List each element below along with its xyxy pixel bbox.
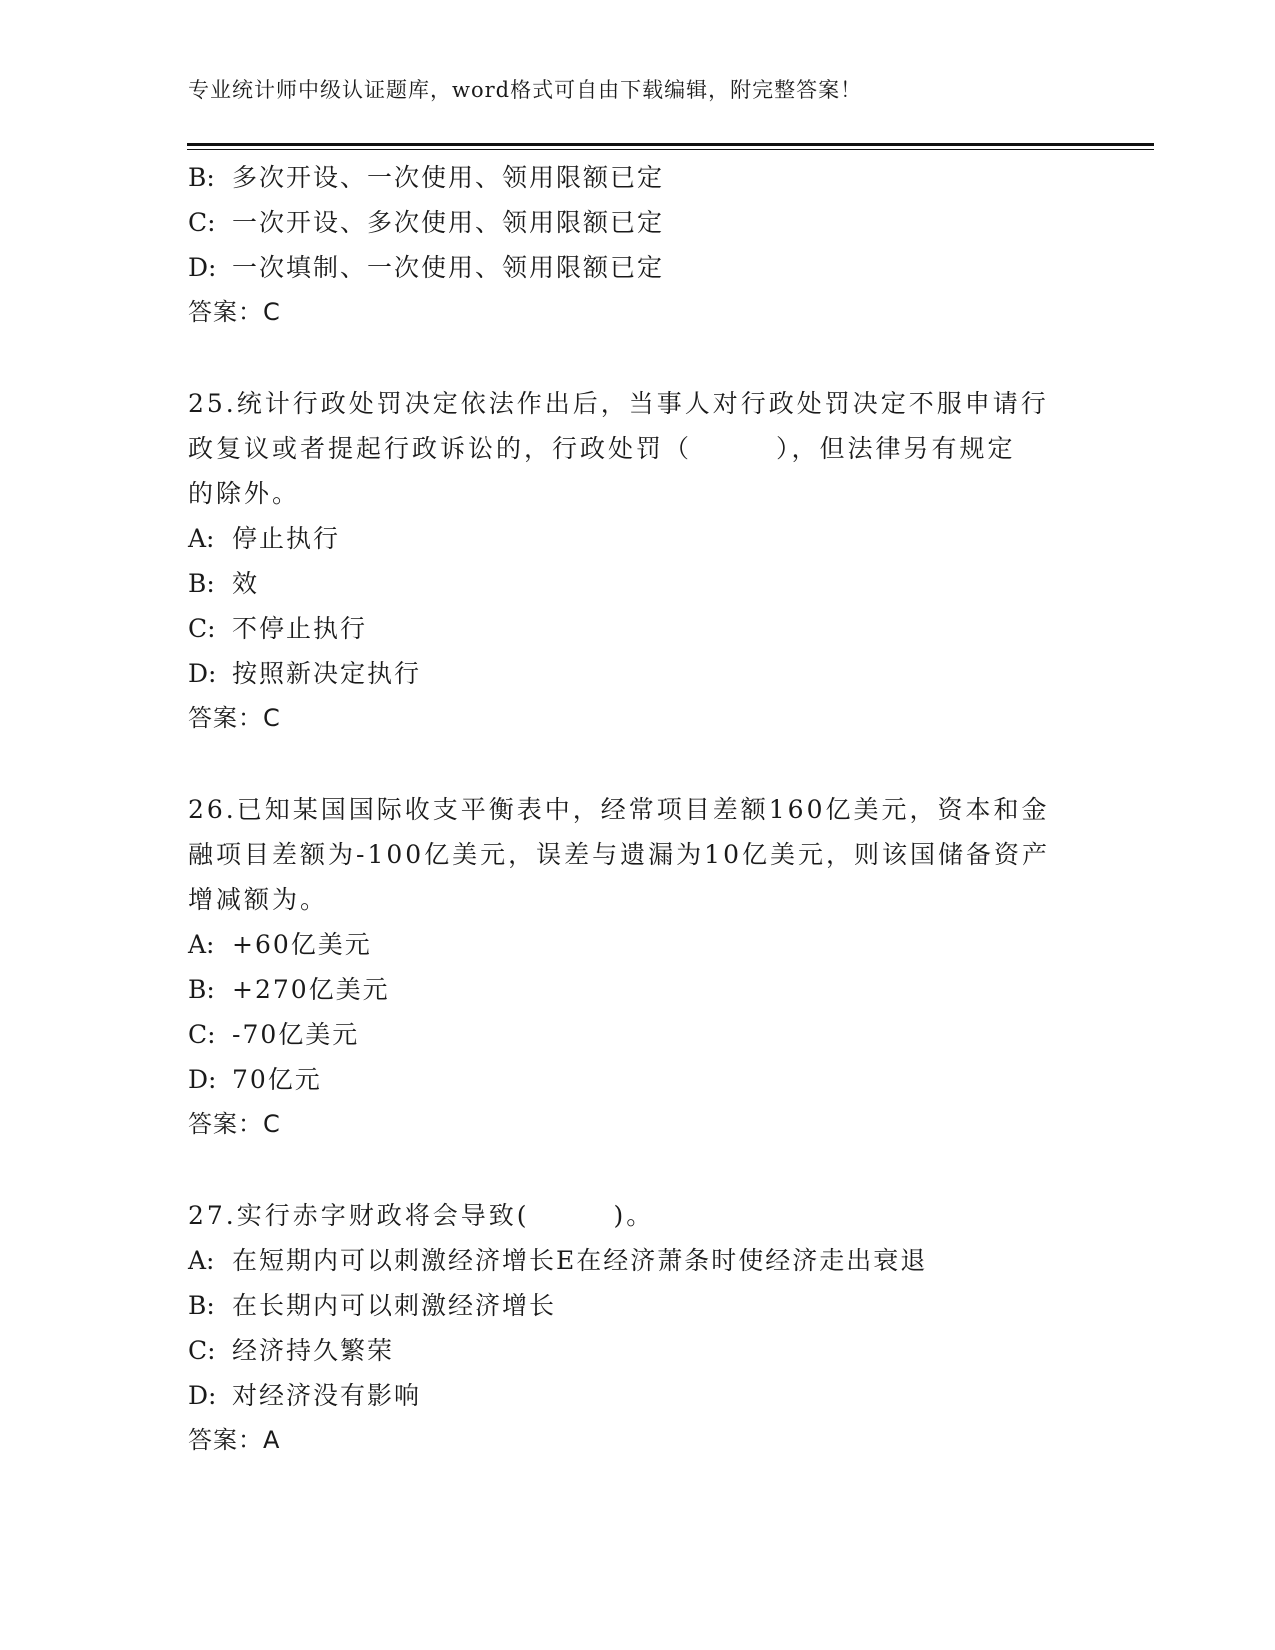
option-text: +60亿美元 — [232, 930, 372, 959]
option-text: 按照新决定执行 — [232, 659, 422, 688]
option-letter: A: — [188, 930, 215, 959]
stem-line: 政复议或者提起行政诉讼的，行政处罚（ ），但法律另有规定 — [188, 434, 1016, 463]
stem-line: 的除外。 — [188, 479, 301, 508]
stem-line: 27.实行赤字财政将会导致( )。 — [188, 1201, 655, 1230]
header-rule-thick — [187, 143, 1154, 146]
option-a — [188, 516, 1098, 561]
question-27 — [188, 1193, 1098, 1463]
option-b — [188, 561, 1098, 606]
spacer — [188, 741, 1098, 787]
option-letter: C: — [188, 208, 216, 237]
option-text: 在长期内可以刺激经济增长 — [232, 1291, 557, 1320]
option-text: 一次填制、一次使用、领用限额已定 — [232, 253, 665, 282]
answer: 答案：C — [188, 298, 281, 326]
question-stem — [188, 787, 1098, 922]
page-header: 专业统计师中级认证题库，word格式可自由下载编辑，附完整答案！ — [188, 78, 863, 102]
option-letter: B: — [188, 975, 215, 1004]
option-d — [188, 245, 1098, 290]
answer: 答案：C — [188, 704, 281, 732]
option-text: 效 — [232, 569, 260, 598]
option-text: 经济持久繁荣 — [232, 1336, 395, 1365]
option-letter: B: — [188, 163, 215, 192]
option-c — [188, 606, 1098, 651]
stem-line: 增减额为。 — [188, 885, 329, 914]
option-b — [188, 155, 1098, 200]
option-letter: C: — [188, 1336, 216, 1365]
option-text: 停止执行 — [232, 524, 341, 553]
partial-question — [188, 155, 1098, 335]
spacer — [188, 335, 1098, 381]
option-letter: C: — [188, 614, 216, 643]
stem-line: 26.已知某国国际收支平衡表中，经常项目差额160亿美元，资本和金 — [188, 795, 1050, 824]
option-letter: D: — [188, 1065, 217, 1094]
question-stem — [188, 381, 1098, 516]
option-c — [188, 200, 1098, 245]
answer: 答案：C — [188, 1110, 281, 1138]
question-26 — [188, 787, 1098, 1147]
option-a — [188, 922, 1098, 967]
option-a — [188, 1238, 1098, 1283]
option-text: 多次开设、一次使用、领用限额已定 — [232, 163, 665, 192]
option-b — [188, 1283, 1098, 1328]
option-letter: B: — [188, 569, 215, 598]
option-text: 一次开设、多次使用、领用限额已定 — [232, 208, 665, 237]
option-letter: D: — [188, 659, 217, 688]
option-letter: A: — [188, 524, 215, 553]
stem-line: 融项目差额为-100亿美元，误差与遗漏为10亿美元，则该国储备资产 — [188, 840, 1050, 869]
option-d — [188, 1373, 1098, 1418]
option-text: -70亿美元 — [232, 1020, 360, 1049]
option-text: 在短期内可以刺激经济增长E在经济萧条时使经济走出衰退 — [232, 1246, 928, 1275]
option-c — [188, 1328, 1098, 1373]
spacer — [188, 1147, 1098, 1193]
option-text: 不停止执行 — [232, 614, 368, 643]
option-letter: A: — [188, 1246, 215, 1275]
question-stem — [188, 1193, 1098, 1238]
option-d — [188, 1057, 1098, 1102]
option-d — [188, 651, 1098, 696]
option-letter: D: — [188, 253, 217, 282]
question-25 — [188, 381, 1098, 741]
option-text: +270亿美元 — [232, 975, 390, 1004]
option-letter: D: — [188, 1381, 217, 1410]
question-content — [188, 155, 1098, 1463]
option-c — [188, 1012, 1098, 1057]
option-text: 70亿元 — [232, 1065, 322, 1094]
answer: 答案：A — [188, 1426, 281, 1454]
header-rule-thin — [187, 149, 1154, 150]
stem-line: 25.统计行政处罚决定依法作出后，当事人对行政处罚决定不服申请行 — [188, 389, 1049, 418]
option-b — [188, 967, 1098, 1012]
option-text: 对经济没有影响 — [232, 1381, 422, 1410]
option-letter: C: — [188, 1020, 216, 1049]
option-letter: B: — [188, 1291, 215, 1320]
